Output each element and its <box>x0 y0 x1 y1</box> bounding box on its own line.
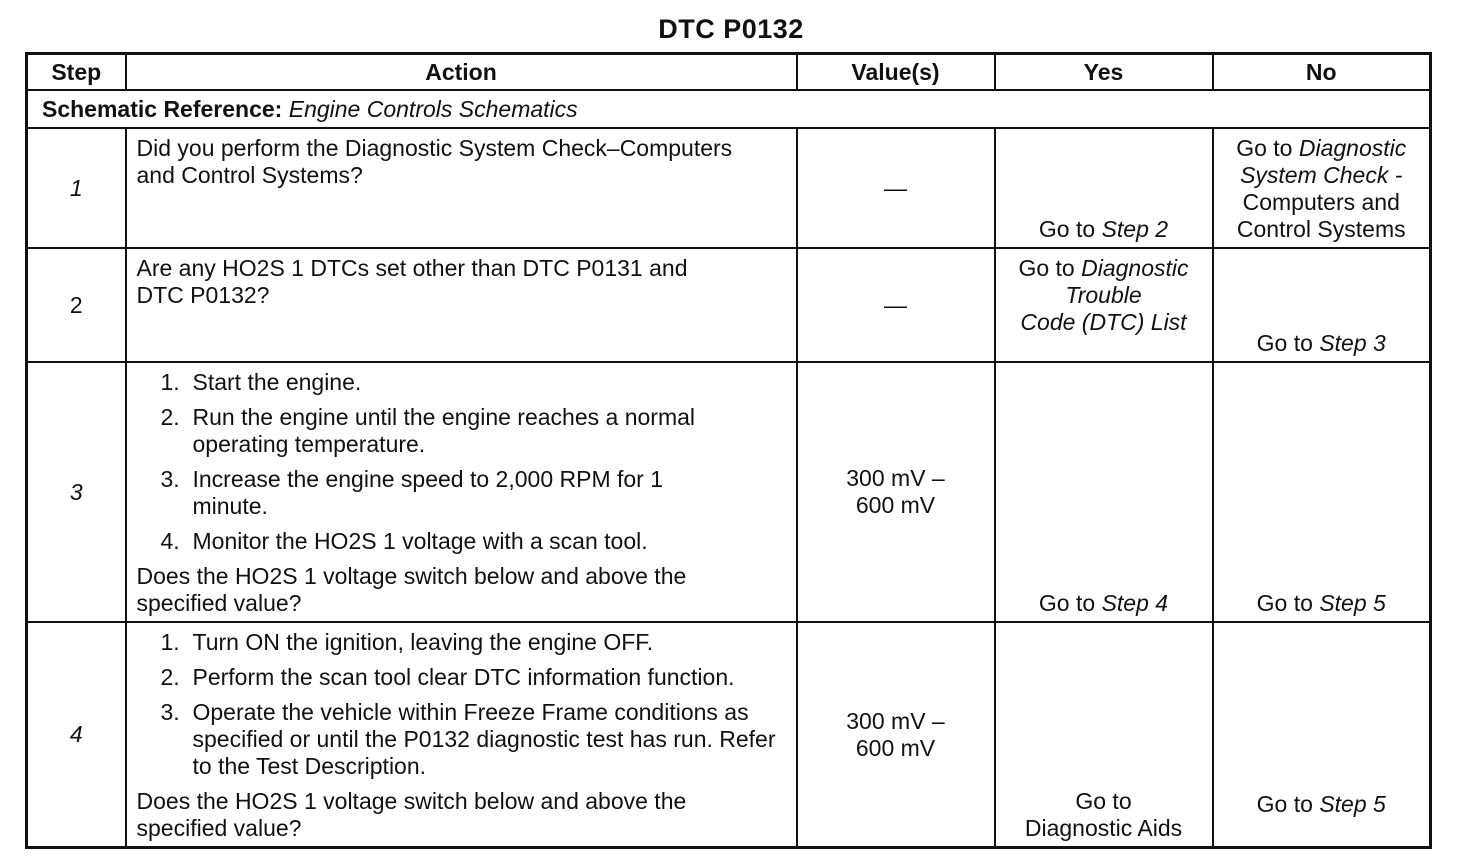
action-cell <box>126 622 797 848</box>
action-line: Are any HO2S 1 DTCs set other than DTC P0131 and <box>136 255 688 281</box>
goto-prefix: Go to <box>1256 590 1313 616</box>
action-question: Does the HO2S 1 voltage switch below and above the specified value? <box>136 788 687 841</box>
list-item-number: 4. <box>160 528 180 554</box>
header-no: No <box>1213 54 1431 91</box>
goto-text: Control Systems <box>1236 216 1406 242</box>
list-item <box>161 528 786 555</box>
goto-diagnostic-aids-link[interactable]: Diagnostic Aids <box>1024 815 1183 841</box>
goto-dtc-list-link[interactable]: Diagnostic <box>1081 255 1189 281</box>
list-item-text: Start the engine. <box>192 369 362 395</box>
goto-prefix: Go to <box>1018 255 1075 281</box>
list-item <box>161 699 786 780</box>
no-cell <box>1213 622 1431 848</box>
goto-step-link[interactable]: Step 4 <box>1101 590 1169 616</box>
dtc-table <box>25 52 1432 849</box>
goto-dtc-list-link[interactable]: Trouble <box>1065 282 1142 308</box>
value-line: 300 mV – <box>846 707 945 734</box>
value-line: 600 mV <box>855 492 936 518</box>
action-cell <box>126 128 797 248</box>
list-item-text: Run the engine until the engine reaches a normal operating temperature. <box>192 404 696 457</box>
schematic-link[interactable]: Engine Controls Schematics <box>288 95 578 122</box>
goto-prefix: Go to <box>1038 216 1096 242</box>
list-item-text: Increase the engine speed to 2,000 RPM for 1 minute. <box>192 466 664 519</box>
action-cell <box>126 362 797 622</box>
list-item <box>161 404 786 458</box>
no-cell <box>1213 248 1431 362</box>
header-action: Action <box>126 54 797 91</box>
step-number: 3 <box>27 362 126 622</box>
action-cell <box>126 248 797 362</box>
no-cell <box>1213 362 1431 622</box>
goto-prefix: Go to <box>1038 590 1096 616</box>
goto-prefix: Go to <box>1256 791 1313 817</box>
yes-cell <box>995 248 1213 362</box>
list-item-number: 1. <box>160 629 180 655</box>
action-question: Does the HO2S 1 voltage switch below and above the specified value? <box>136 563 687 616</box>
action-line: and Control Systems? <box>136 162 363 188</box>
action-steps-list <box>137 629 786 780</box>
header-step: Step <box>27 54 126 91</box>
list-item-number: 2. <box>160 404 180 430</box>
list-item-text: Operate the vehicle within Freeze Frame conditions as specified or until the P0132 diagnostic test has run. Refer to the Test Description. <box>192 699 776 779</box>
list-item-text: Monitor the HO2S 1 voltage with a scan tool. <box>192 528 648 554</box>
page-title: DTC P0132 <box>658 14 804 44</box>
goto-prefix: Go to <box>1075 788 1132 814</box>
goto-text: Computers and <box>1242 189 1400 215</box>
table-row <box>27 128 1431 248</box>
table-row <box>27 622 1431 848</box>
value-line: 600 mV <box>855 734 936 761</box>
table-header-row <box>27 54 1431 91</box>
yes-cell <box>995 362 1213 622</box>
list-item <box>161 466 786 520</box>
list-item-text: Turn ON the ignition, leaving the engine OFF. <box>192 629 654 655</box>
goto-step-link[interactable]: Step 2 <box>1101 216 1169 242</box>
schematic-label: Schematic Reference: <box>42 95 283 122</box>
value-cell <box>797 362 995 622</box>
header-values: Value(s) <box>797 54 995 91</box>
header-yes: Yes <box>995 54 1213 91</box>
no-cell <box>1213 128 1431 248</box>
value-line: 300 mV – <box>846 465 945 491</box>
table-row <box>27 362 1431 622</box>
list-item <box>161 369 786 396</box>
yes-cell <box>995 622 1213 848</box>
step-number: 1 <box>27 128 126 248</box>
goto-step-link[interactable]: Step 5 <box>1319 590 1386 616</box>
goto-prefix: Go to <box>1236 135 1293 161</box>
action-line: DTC P0132? <box>136 282 270 308</box>
yes-cell <box>995 128 1213 248</box>
list-item-number: 2. <box>160 664 180 690</box>
goto-dtc-list-link[interactable]: Code (DTC) List <box>1020 309 1187 335</box>
goto-diagnostic-link[interactable]: System Check - <box>1240 162 1403 188</box>
action-line: Did you perform the Diagnostic System Check–Computers <box>136 135 733 161</box>
action-steps-list <box>137 369 786 555</box>
list-item-number: 3. <box>160 699 180 725</box>
schematic-reference <box>27 90 1431 128</box>
value-cell <box>797 622 995 848</box>
table-row <box>27 248 1431 362</box>
list-item-number: 3. <box>160 466 180 492</box>
goto-step-link[interactable]: Step 5 <box>1319 791 1386 817</box>
value-cell: — <box>797 128 995 248</box>
value-cell: — <box>797 248 995 362</box>
goto-diagnostic-link[interactable]: Diagnostic <box>1298 135 1407 161</box>
list-item <box>161 629 786 656</box>
goto-step-link[interactable]: Step 3 <box>1319 330 1386 356</box>
list-item <box>161 664 786 691</box>
goto-prefix: Go to <box>1256 330 1313 356</box>
list-item-text: Perform the scan tool clear DTC information function. <box>192 664 735 690</box>
list-item-number: 1. <box>160 369 180 395</box>
step-number: 2 <box>27 248 126 362</box>
schematic-row <box>27 90 1431 128</box>
step-number: 4 <box>27 622 126 848</box>
